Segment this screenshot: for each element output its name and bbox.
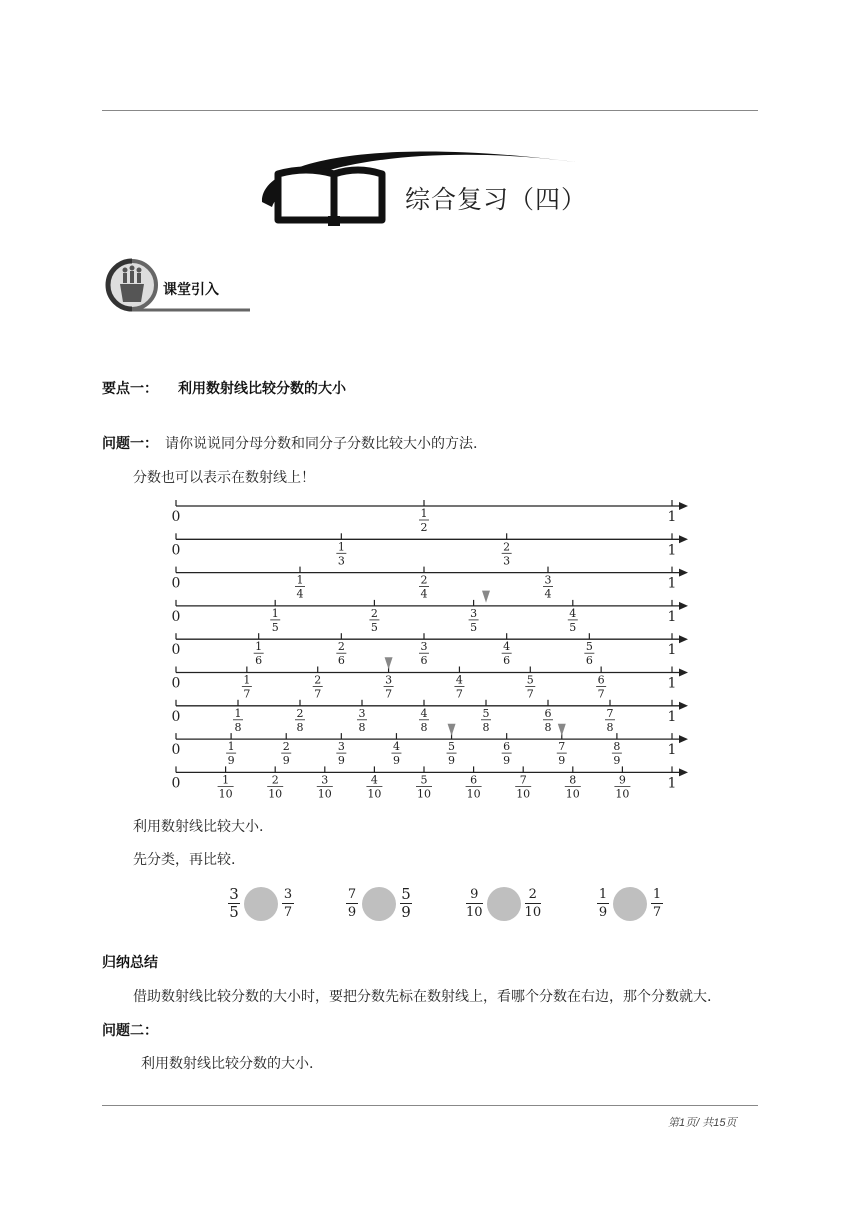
fraction-numerator: 2 [296,706,304,720]
tick-label-one: 1 [667,742,677,759]
comparison-2 [346,886,412,921]
tick-label-one: 1 [667,708,677,725]
footer-rule [102,1105,758,1106]
fraction-denominator: 6 [420,654,428,668]
fraction-denominator: 10 [218,787,233,801]
fraction-denominator: 5 [370,620,378,634]
tick-label-one: 1 [667,775,677,792]
fraction-numerator: 1 [227,740,235,754]
tick-label-zero: 0 [171,608,181,625]
fraction-denominator: 10 [417,787,431,801]
fraction-denominator: 8 [420,720,428,734]
fraction-denominator: 7 [314,687,322,701]
fraction-denominator: 9 [337,754,345,768]
fraction-denominator: 10 [466,787,481,801]
fraction-denominator: 10 [565,787,580,801]
fraction-numerator: 3 [544,573,552,587]
arrow-head-icon [679,602,688,610]
tick-label-zero: 0 [171,708,181,725]
fraction-denominator: 6 [255,654,263,668]
tick-label-zero: 0 [171,742,181,759]
fraction-denominator: 8 [234,720,242,734]
fraction-denominator: 2 [420,521,428,534]
fraction-denominator: 8 [482,720,490,734]
fraction-denominator: 9 [448,754,456,768]
fraction-denominator: 10 [367,787,382,801]
fraction-denominator: 9 [227,754,235,768]
fraction-numerator: 2 [282,740,290,754]
fraction-denominator: 7 [385,687,393,701]
arrow-head-icon [679,569,688,577]
fraction-numerator: 7 [558,740,566,754]
fraction: $\frac{9}{10}$ [466,887,483,920]
fraction-numerator: 1 [337,540,345,554]
fraction-numerator: 8 [569,773,577,787]
arrow-head-icon [679,502,688,510]
fraction-numerator: 1 [296,573,304,587]
summary-text: 借助数射线比较分数的大小时，要把分数先标在数射线上，看哪个分数在右边，那个分数就大. [133,989,712,1005]
fraction-numerator: 2 [337,640,345,654]
comparison-3 [466,886,541,921]
arrow-head-icon [679,768,688,776]
fraction-numerator: 1 [271,606,279,620]
fraction-numerator: 4 [420,706,428,720]
fraction-numerator: 4 [392,740,400,754]
question-2-text: 利用数射线比较分数的大小. [141,1056,314,1072]
tick-label-zero: 0 [171,775,181,792]
fraction-denominator: 6 [503,654,511,668]
fraction-numerator: 5 [482,706,490,720]
fraction-denominator: 10 [615,787,630,801]
fraction-numerator: 8 [613,740,621,754]
tick-label-one: 1 [667,542,677,559]
tick-label-zero: 0 [171,575,181,592]
fraction-numerator: 3 [321,773,329,787]
fraction-denominator: 8 [296,720,304,734]
comparison-1 [228,886,294,921]
fraction-denominator: 3 [337,554,345,568]
fraction-denominator: 9 [613,754,621,768]
fraction-numerator: 1 [243,673,251,687]
question-2-label: 问题二： [102,1023,158,1039]
compare-blank[interactable] [362,887,396,921]
fraction-denominator: 10 [268,787,283,801]
fraction-denominator: 7 [597,687,605,701]
arrow-head-icon [679,702,688,710]
fraction: $\frac{7}{9}$ [347,887,357,920]
marker-triangle-icon [482,591,490,603]
tick-label-zero: 0 [171,509,181,525]
fraction: $\frac{2}{10}$ [524,887,542,920]
fraction-numerator: 1 [222,773,230,787]
fraction-denominator: 10 [317,787,332,801]
compare-blank[interactable] [244,887,278,921]
fraction-numerator: 4 [455,673,463,687]
fraction-numerator: 2 [271,773,279,787]
fraction-numerator: 5 [526,673,534,687]
fraction-numerator: 1 [234,706,242,720]
tick-label-one: 1 [667,509,677,525]
fraction-denominator: 5 [569,620,577,634]
key-point-label: 要点一： [102,381,158,397]
compare-blank[interactable] [487,887,521,921]
fraction-numerator: 6 [503,740,511,754]
fraction-denominator: 7 [455,687,463,701]
fraction-numerator: 4 [503,640,511,654]
compare-blank[interactable] [613,887,647,921]
fraction-numerator: 6 [544,706,552,720]
marker-triangle-icon [385,657,393,669]
fraction-denominator: 10 [516,787,531,801]
fraction-denominator: 5 [470,620,478,634]
fraction-numerator: 2 [503,540,511,554]
fraction-denominator: 6 [585,654,593,668]
number-lines-figure [170,496,700,806]
fraction-numerator: 4 [569,606,577,620]
arrow-head-icon [679,635,688,643]
fraction-numerator: 2 [370,606,378,620]
fraction-numerator: 5 [448,740,456,754]
tick-label-one: 1 [667,642,677,659]
arrow-head-icon [679,669,688,677]
tick-label-one: 1 [667,575,677,592]
tick-label-zero: 0 [171,642,181,659]
fraction-numerator: 2 [314,673,322,687]
page-number: 第1页/ 共15页 [668,1117,737,1129]
fraction-numerator: 6 [597,673,605,687]
arrow-head-icon [679,535,688,543]
summary-label: 归纳总结 [102,955,158,971]
intro-text: 分数也可以表示在数射线上！ [133,470,315,486]
tick-label-zero: 0 [171,542,181,559]
fraction-numerator: 5 [585,640,593,654]
fraction: $\frac{5}{9}$ [401,885,411,921]
fraction-denominator: 8 [606,720,614,734]
arrow-head-icon [679,735,688,743]
fraction-denominator: 9 [503,754,511,768]
fraction-denominator: 8 [358,720,366,734]
fraction-numerator: 3 [337,740,345,754]
fraction-numerator: 3 [470,606,478,620]
fraction-numerator: 3 [358,706,366,720]
fraction-numerator: 1 [420,507,428,520]
fraction-denominator: 8 [544,720,552,734]
fraction-denominator: 3 [503,554,511,568]
fraction-denominator: 9 [392,754,400,768]
header-rule [102,110,758,111]
fraction-denominator: 4 [544,587,552,601]
fraction-numerator: 3 [385,673,393,687]
fraction-denominator: 7 [526,687,534,701]
fraction-numerator: 2 [420,573,428,587]
fraction-numerator: 1 [255,640,263,654]
fraction-denominator: 4 [420,587,428,601]
fraction-numerator: 3 [420,640,428,654]
fraction-denominator: 6 [337,654,345,668]
fraction-numerator: 4 [370,773,378,787]
after-text-1: 利用数射线比较大小. [133,819,264,835]
comparison-4 [597,886,663,921]
fraction-denominator: 7 [243,687,251,701]
marker-triangle-icon [558,724,566,736]
fraction-denominator: 9 [282,754,290,768]
fraction-denominator: 4 [296,587,304,601]
question-1-text: 请你说说同分母分数和同分子分数比较大小的方法. [165,436,478,452]
fraction-numerator: 7 [606,706,614,720]
key-point-text: 利用数射线比较分数的大小 [178,381,346,397]
question-1-label: 问题一： [102,436,158,452]
fraction-denominator: 5 [271,620,279,634]
fraction-numerator: 5 [420,773,428,787]
after-text-2: 先分类，再比较. [133,852,236,868]
badge-label: 课堂引入 [163,282,219,298]
tick-label-one: 1 [667,608,677,625]
fraction-numerator: 7 [519,773,527,787]
page-title: 综合复习（四） [405,185,588,214]
fraction: $\frac{1}{9}$ [598,887,608,920]
tick-label-one: 1 [667,675,677,692]
fraction: $\frac{1}{7}$ [652,887,662,920]
tick-label-zero: 0 [171,675,181,692]
fraction-numerator: 6 [470,773,478,787]
fraction: $\frac{3}{7}$ [283,887,293,920]
fraction-numerator: 9 [618,773,626,787]
fraction: $\frac{3}{5}$ [229,885,239,921]
fraction-denominator: 9 [558,754,566,768]
marker-triangle-icon [448,724,456,736]
